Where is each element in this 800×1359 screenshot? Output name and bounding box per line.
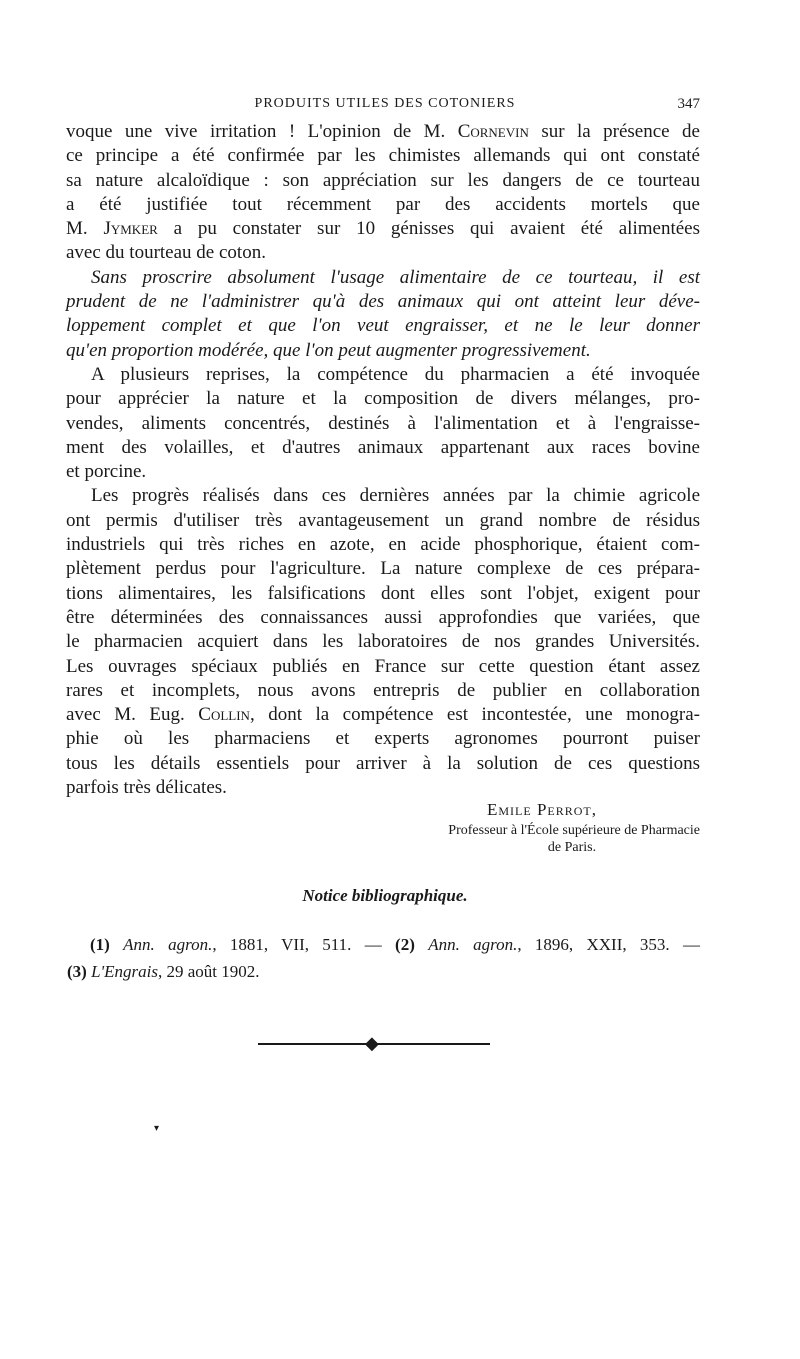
text-line: phie où les pharmaciens et experts agronomes pourront puiser [66,728,700,750]
running-head [70,96,700,120]
text-line: vendes, aliments concentrés, destinés à l'alimentation et à l'engraisse- [66,412,700,434]
text-line: et porcine. [66,461,147,483]
text-line: ce principe a été confirmée par les chimistes allemands qui ont constaté [66,145,700,167]
text-line: plètement perdus pour l'agriculture. La nature complexe de ces prépara- [66,558,700,580]
signature-block [354,798,700,856]
text-line: Les ouvrages spéciaux publiés en France sur cette question étant assez [66,655,700,677]
bibliography-line: (3) L'Engrais, 29 août 1902. [67,962,260,981]
ink-speck-icon: ▾ [154,1123,160,1134]
text-line: rares et incomplets, nous avons entrepris de publier en collaboration [66,679,700,701]
text-line: ont permis d'utiliser très avantageusement un grand nombre de résidus [66,509,700,531]
text-line: a été justifiée tout récemment par des accidents mortels que [66,193,700,215]
text-line: le pharmacien acquiert dans les laboratoires de nos grandes Universités. [66,631,700,653]
text-line: tous les détails essentiels pour arriver à la solution de ces questions [66,752,700,774]
paragraph-agricultural-chemistry [66,484,700,800]
text-line: avec M. Eug. Collin, dont la compétence est incontestée, une monogra- [66,704,700,726]
author-title: Professeur à l'École supérieure de Pharmacie [448,823,700,838]
text-line: parfois très délicates. [66,777,227,799]
notice-heading: Notice bibliographique. [302,886,468,905]
text-line: voque une vive irritation ! L'opinion de M. Cornevin sur la présence de [66,121,700,142]
text-line: être déterminées des connaissances aussi approfondies que variées, que [66,606,700,628]
running-title: PRODUITS UTILES DES COTONIERS [254,96,516,111]
text-line: M. Jymker a pu constater sur 10 génisses qui avaient été alimentées [66,218,700,240]
paragraph-recommendation [66,266,700,363]
diamond-ornament-icon: ◆ [365,1033,379,1053]
text-line: Les progrès réalisés dans ces dernières années par la chimie agricole [91,485,700,507]
text-line: sa nature alcaloïdique : son appréciation sur les dangers de ce tourteau [66,169,700,191]
author-name: Emile Perrot, [487,800,597,819]
body-text [66,120,700,800]
text-line: tions alimentaires, les falsifications dont elles sont l'objet, exigent pour [66,582,700,604]
text-line: Sans proscrire absolument l'usage alimentaire de ce tourteau, il est [91,266,700,288]
bibliography-line: (1) Ann. agron., 1881, VII, 511. — (2) Ann. agron., 1896, XXII, 353. — [90,935,700,954]
text-line: avec du tourteau de coton. [66,242,266,264]
text-line: loppement complet et que l'on veut engraisser, et ne le leur donner [66,315,700,337]
text-line: pour apprécier la nature et la composition de divers mélanges, pro- [66,388,700,410]
author-place: de Paris. [547,840,597,855]
page-number: 347 [677,96,700,112]
bibliography [67,931,700,985]
paragraph-pharmacist [66,363,700,484]
text-line: ment des volailles, et d'autres animaux appartenant aux races bovine [66,436,700,458]
paragraph-cornevin [66,120,700,266]
text-line: industriels qui très riches en azote, en acide phosphorique, étaient com- [66,534,700,556]
text-line: qu'en proportion modérée, que l'on peut augmenter progressivement. [66,339,591,361]
text-line: prudent de ne l'administrer qu'à des animaux qui ont atteint leur déve- [66,291,700,313]
text-line: A plusieurs reprises, la compétence du pharmacien a été invoquée [91,363,700,385]
